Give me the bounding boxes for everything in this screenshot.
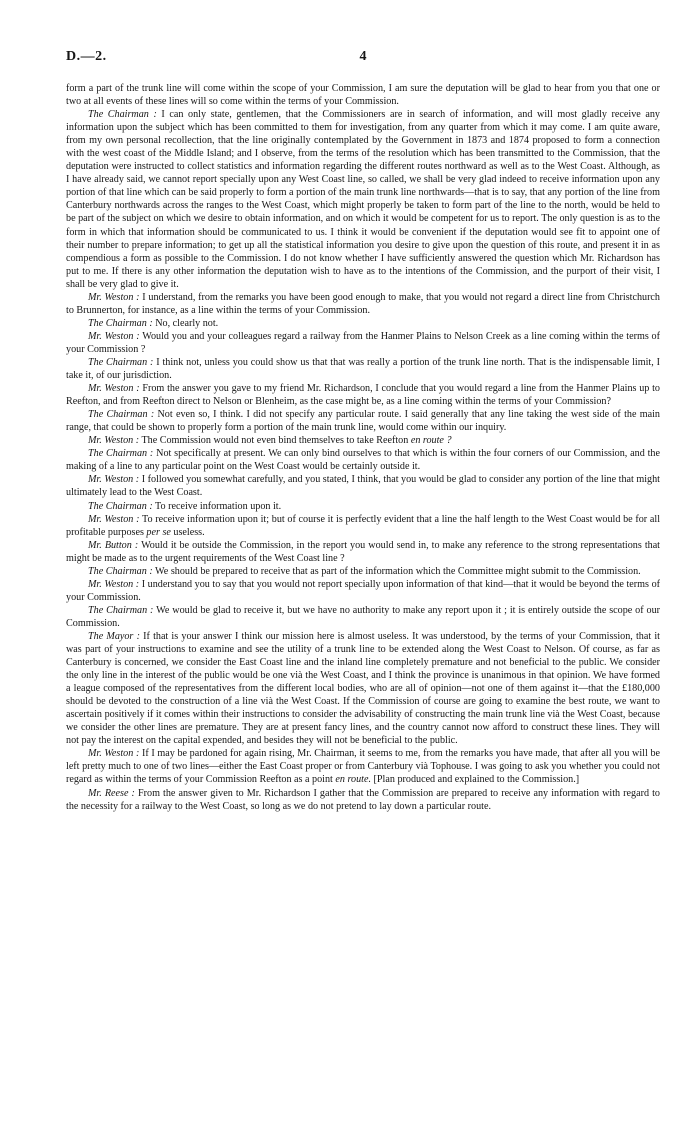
paragraph-text: From the answer you gave to my friend Mr. Richardson, I conclude that you would regard a line from the Hanmer Plains up to Reefton, and from Reefton direct to Nelson or Blenheim, as the case might be, as a line coming within the terms of your Commission? <box>66 383 660 408</box>
speaker-name: The Mayor : <box>88 630 140 642</box>
paragraph-text: form a part of the trunk line will come within the scope of your Commission, I am sure the deputation will be glad to hear from you that one or two at all events of these lines will so come within the terms of your Commission. <box>66 83 660 108</box>
italic-phrase: en route. <box>335 774 372 786</box>
paragraph <box>66 473 660 499</box>
paragraph <box>66 330 660 356</box>
paragraph-text: Would you and your colleagues regard a railway from the Hanmer Plains to Nelson Creek as a line coming within the terms of your Commission ? <box>66 330 660 355</box>
paragraph <box>66 539 660 565</box>
paragraph-text: From the answer given to Mr. Richardson I gather that the Commission are prepared to receive any information with regard to the necessity for a railway to the West Coast, so long as we do not pretend to lay down a particular route. <box>66 787 660 812</box>
paragraph <box>66 108 660 291</box>
document-reference: D.—2. <box>66 49 107 64</box>
speaker-name: Mr. Button : <box>88 539 139 551</box>
page-number: 4 <box>359 49 367 64</box>
paragraph <box>66 565 660 578</box>
speaker-name: Mr. Weston : <box>88 291 140 303</box>
speaker-name: The Chairman : <box>88 448 154 460</box>
speaker-name: Mr. Weston : <box>88 330 140 342</box>
paragraph-tail: useless. <box>170 526 205 538</box>
paragraph <box>66 82 660 108</box>
paragraph <box>66 747 660 786</box>
italic-phrase: per se <box>146 526 171 538</box>
paragraph <box>66 578 660 604</box>
paragraph-text: Would it be outside the Commission, in the report you would send in, to make any reference to the strong representations that might be made as to the urgent requirements of the West Coast line ? <box>66 539 660 564</box>
paragraph <box>66 500 660 513</box>
paragraph-text: We should be prepared to receive that as part of the information which the Committee might submit to the Commission. <box>152 565 641 577</box>
speaker-name: Mr. Weston : <box>88 435 140 447</box>
speaker-name: Mr. Weston : <box>88 474 140 486</box>
speaker-name: The Chairman : <box>88 317 153 329</box>
speaker-name: The Chairman : <box>88 500 153 512</box>
paragraph-text: I think not, unless you could show us that that was really a portion of the trunk line north. That is the indispensable limit, I take it, of our jurisdiction. <box>66 356 660 382</box>
paragraph <box>66 787 660 813</box>
paragraph-text: We would be glad to receive it, but we have no authority to make any report upon it ; it is entirely outside the scope of our Commission. <box>66 604 660 629</box>
speaker-name: The Chairman : <box>88 109 157 121</box>
paragraph <box>66 447 660 473</box>
speaker-name: The Chairman : <box>88 356 154 368</box>
paragraph-text: I can only state, gentlemen, that the Commissioners are in search of information, and will most gladly receive any information upon the subject which has been committed to them for investigation, from any quarter from which it may come. I am quite aware, from my own personal recollection, that the line originally contemplated by the Government in 1873 and 1874 proposed to form a connection with the west coast of the Middle Island; and I observe, from the terms of the resolution which has been transmitted to the Commission, that the deputation were instructed to collect statistics and information regarding the different routes northward as well as to the West Coast. Although, as I have already said, we cannot report specially upon any West Coast line, so called, we shall be very glad indeed to receive information upon any portion of that line which can be said properly to form a portion of the main trunk line northwards—that is to say, that any portion of the line from Canterbury northwards across the ranges to the West Coast, which might properly be taken to form part of the line to the north, would be held to be part of the subject on which we desire to obtain information, and on which it would be competent for us to report. The only question is as to the form in which that information should be communicated to us. I think it would be convenient if the deputation would see fit to appoint one of their number to prepare information; to get up all the statistical information you desire to give upon the question of this route, and present it in as compendious a form as possible to the Commission. I do not know whether I have sufficiently answered the question which Mr. Richardson has put to me. If there is any other information the deputation wish to have as to the intentions of the Commission, and the purport of their visit, I shall be very glad to give it. <box>66 109 660 290</box>
italic-phrase: en route ? <box>410 435 452 447</box>
speaker-name: Mr. Weston : <box>88 578 140 590</box>
paragraph <box>66 291 660 317</box>
paragraph <box>66 513 660 539</box>
paragraph <box>66 408 660 434</box>
paragraph-text: If I may be pardoned for again rising, Mr. Chairman, it seems to me, from the remarks you have made, that after all you will be left pretty much to one of two lines—either the East Coast proper or from Canterbury vià Tophouse. I was going to ask you whether you could not regard as within the terms of your Commission Reefton as a point <box>66 748 660 786</box>
paragraph <box>66 630 660 747</box>
paragraph-text: If that is your answer I think our mission here is almost useless. It was understood, by the terms of your Commission, that it was part of your instructions to examine and see the utility of a trunk line to be extended along the West Coast to Nelson. Of course, as far as Canterbury is concerned, we consider the East Coast line and the inland line completely premature and not beneficial to the public. We consider the only line in the interest of the public would be one vià the West Coast, and I think the province is unanimous in that opinion. We have formed a league composed of the representatives from the different local bodies, who are all of opinion—not one of them against it—that the £180,000 should be devoted to the construction of a line vià the West Coast. If the Commission of course are going to examine the best route, we want to ascertain positively if it comes within their instructions to consider the advisability of constructing the main trunk line vià the West Coast, because we consider the other lines are premature. They are at present fancy lines, and the country cannot now afford to construct these lines. They will not pay the interest on the capital expended, and besides they will not be beneficial to the public. <box>66 630 660 747</box>
paragraph-text: Not specifically at present. We can only bind ourselves to that which is within the four corners of our Commission, and the making of a line to any particular point on the West Coast would be certainly outside it. <box>66 448 660 473</box>
speaker-name: The Chairman : <box>88 409 155 421</box>
speaker-name: The Chairman : <box>88 565 153 577</box>
speaker-name: Mr. Weston : <box>88 748 140 760</box>
speaker-name: The Chairman : <box>88 604 154 616</box>
paragraph <box>66 317 660 330</box>
paragraph-text: Not even so, I think. I did not specify any particular route. I said generally that any line taking the west side of the main range, that could be shown to properly form a portion of the main trunk line, would come within our inquiry. <box>66 409 660 434</box>
body-text <box>66 82 660 813</box>
paragraph-text: To receive information upon it; but of course it is perfectly evident that a line the half length to the West Coast would be for all profitable purposes <box>66 513 661 538</box>
paragraph-text: No, clearly not. <box>152 317 219 329</box>
paragraph-text: I understand you to say that you would not report specially upon information of that kind—that it would be beyond the terms of your Commission. <box>66 578 660 603</box>
paragraph <box>66 434 660 447</box>
paragraph-text: To receive information upon it. <box>152 500 282 512</box>
paragraph-tail: [Plan produced and explained to the Commission.] <box>371 774 580 786</box>
paragraph-text: I understand, from the remarks you have been good enough to make, that you would not regard a direct line from Christchurch to Brunnerton, for instance, as a line within the terms of your Commission. <box>66 291 660 316</box>
page-header <box>66 50 660 72</box>
paragraph <box>66 382 660 408</box>
paragraph <box>66 604 660 630</box>
paragraph <box>66 356 660 382</box>
speaker-name: Mr. Weston : <box>88 383 140 395</box>
paragraph-text: I followed you somewhat carefully, and you stated, I think, that you would be glad to consider any portion of the line that might ultimately lead to the West Coast. <box>66 474 661 499</box>
paragraph-text: The Commission would not even bind themselves to take Reefton <box>139 435 411 447</box>
speaker-name: Mr. Reese : <box>88 787 135 799</box>
speaker-name: Mr. Weston : <box>88 513 140 525</box>
